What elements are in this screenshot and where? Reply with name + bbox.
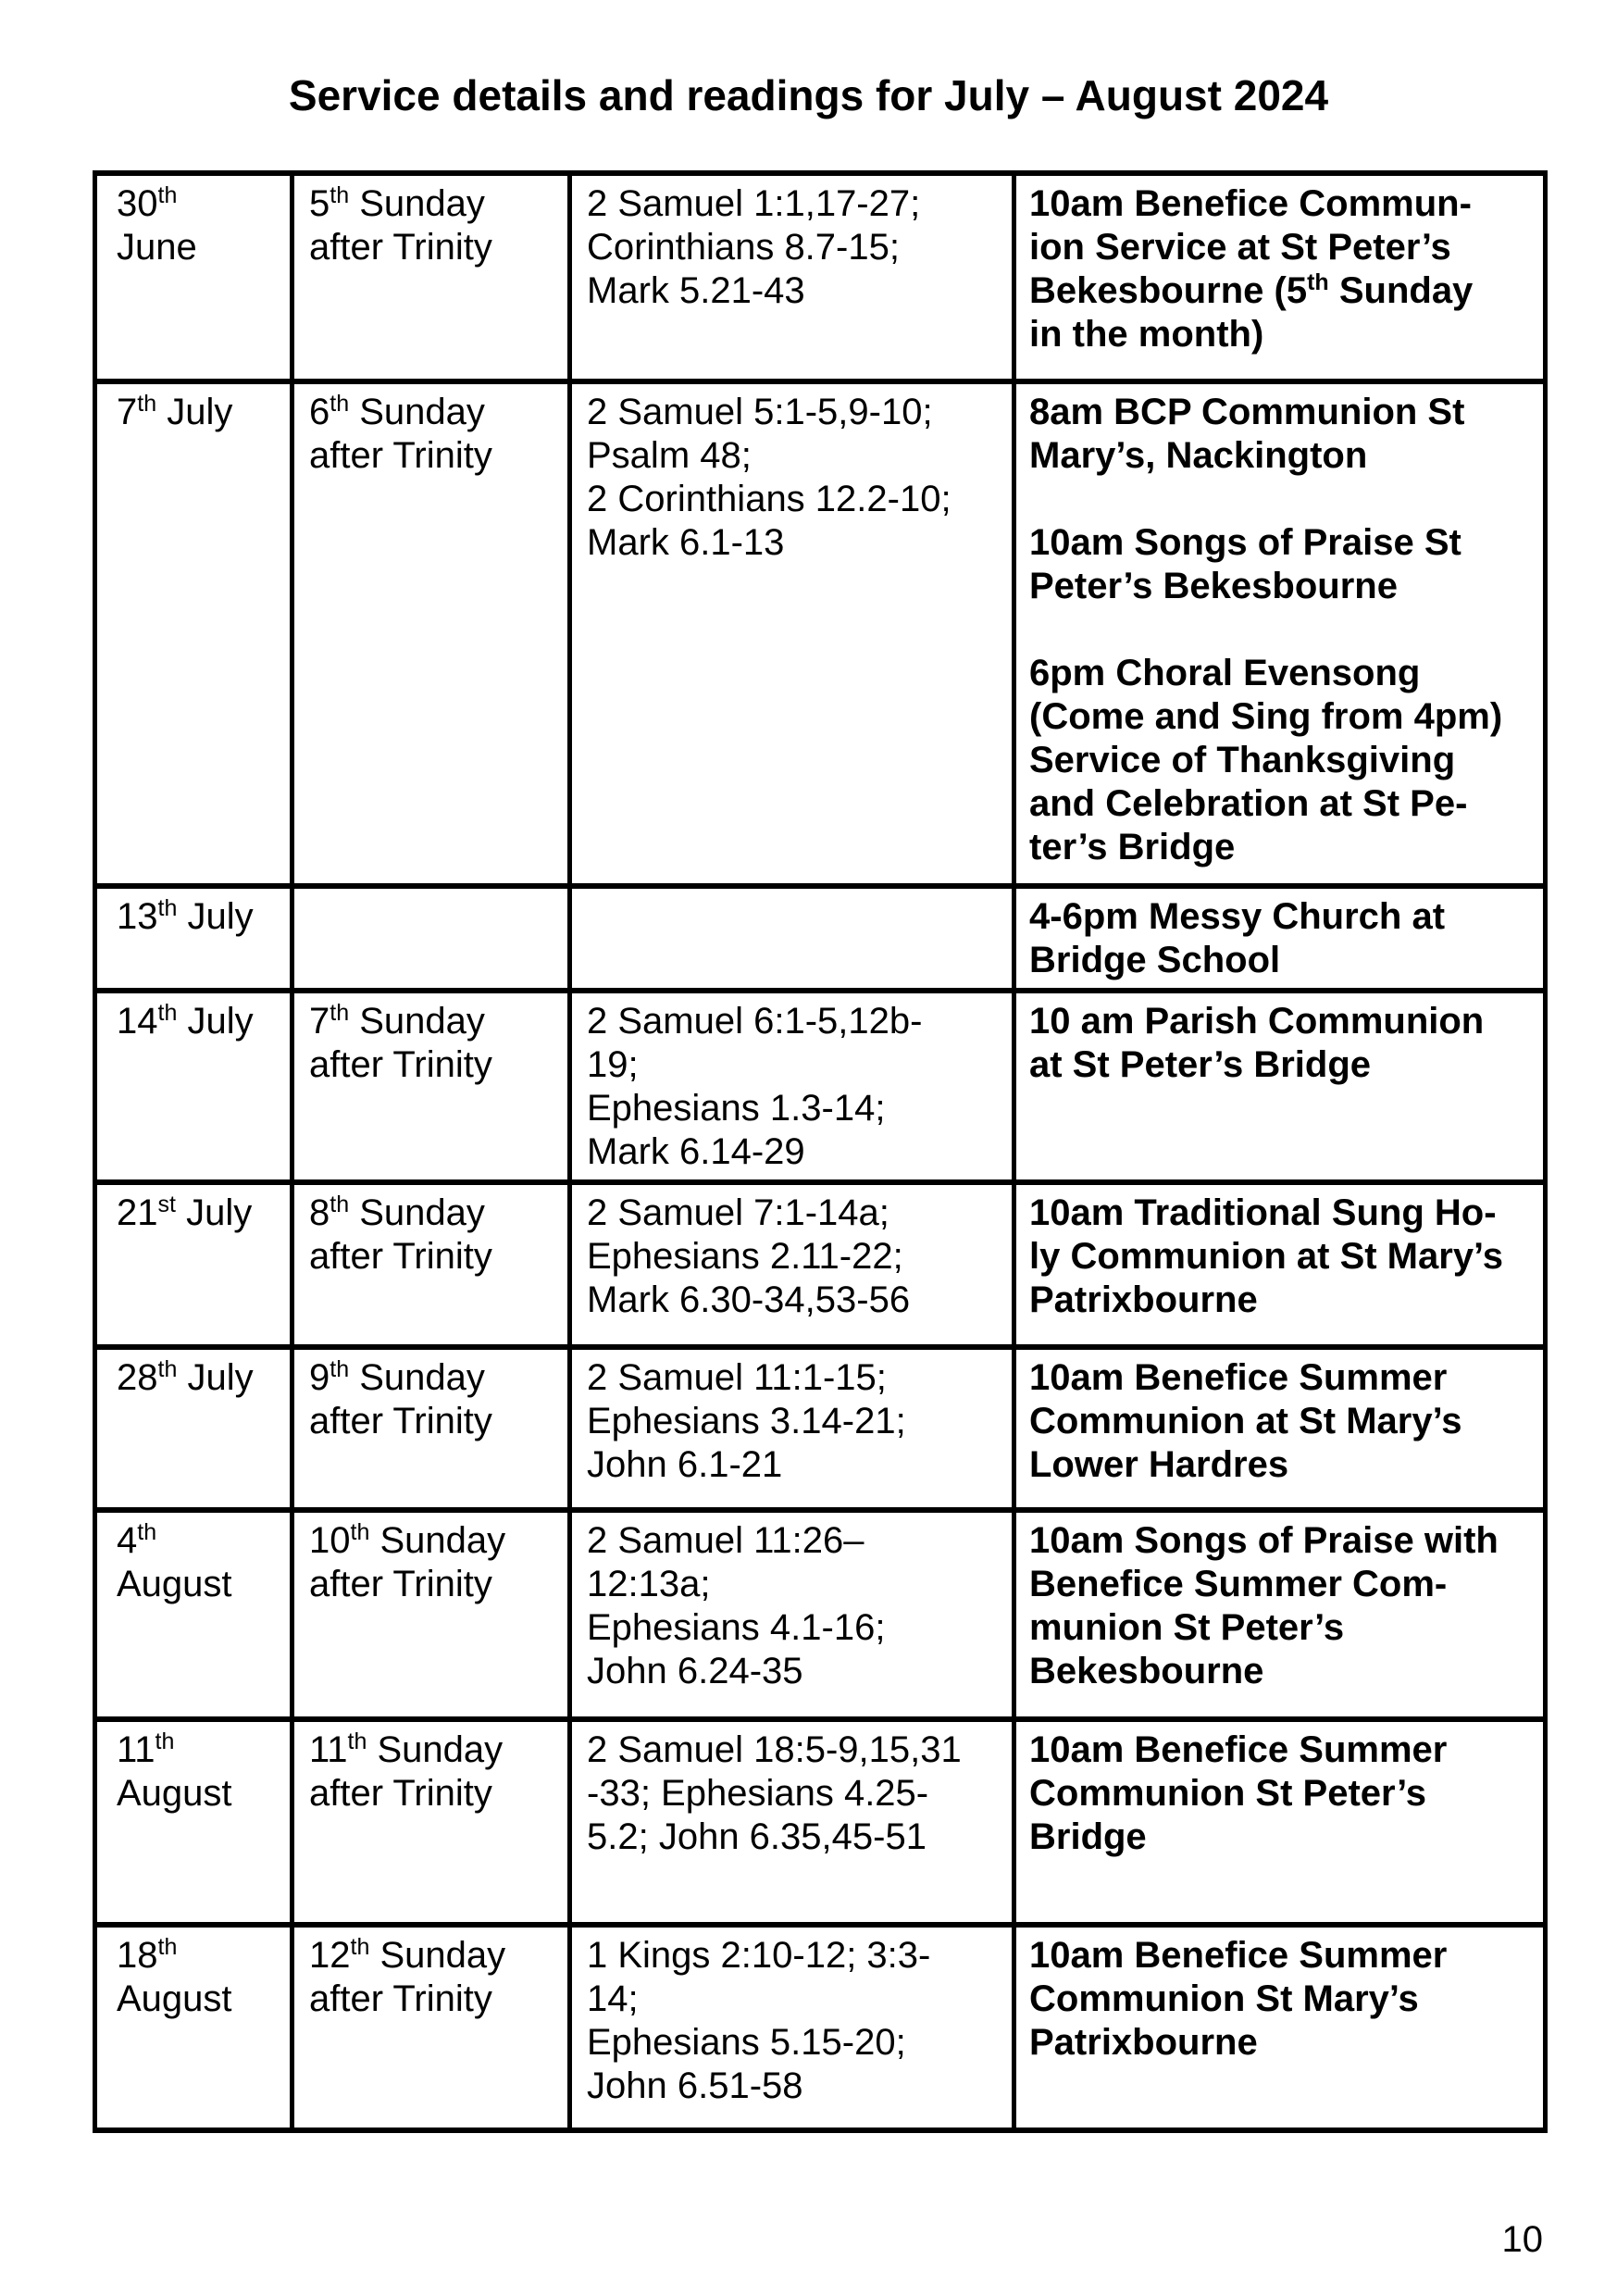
sunday-cell: 6th Sunday after Trinity	[292, 381, 570, 886]
service-table	[93, 170, 1548, 2133]
table-row	[95, 173, 1546, 381]
sunday-cell: 9th Sunday after Trinity	[292, 1347, 570, 1510]
table-row	[95, 1510, 1546, 1719]
service-cell: 10am Benefice Summer Communion St Peter’s Bridge	[1014, 1719, 1546, 1925]
date-cell: 13th July	[95, 886, 292, 991]
readings-cell: 2 Samuel 6:1-5,12b- 19; Ephesians 1.3-14; Mark 6.14-29	[570, 991, 1014, 1182]
table-row	[95, 1925, 1546, 2130]
date-cell: 14th July	[95, 991, 292, 1182]
sunday-cell: 5th Sunday after Trinity	[292, 173, 570, 381]
service-cell: 10 am Parish Communion at St Peter’s Bridge	[1014, 991, 1546, 1182]
readings-cell: 2 Samuel 5:1-5,9-10; Psalm 48; 2 Corinthians 12.2-10; Mark 6.1-13	[570, 381, 1014, 886]
sunday-cell	[292, 886, 570, 991]
service-cell: 10am Benefice Commun- ion Service at St Peter’s Bekesbourne (5th Sunday in the month)	[1014, 173, 1546, 381]
page-number: 10	[1501, 2219, 1543, 2260]
table-row	[95, 1182, 1546, 1347]
readings-cell: 1 Kings 2:10-12; 3:3- 14; Ephesians 5.15-20; John 6.51-58	[570, 1925, 1014, 2130]
table-row	[95, 381, 1546, 886]
table-row	[95, 991, 1546, 1182]
date-cell: 4th August	[95, 1510, 292, 1719]
date-cell: 11th August	[95, 1719, 292, 1925]
page-title: Service details and readings for July – August 2024	[288, 71, 1329, 119]
service-cell: 8am BCP Communion St Mary’s, Nackington 10am Songs of Praise St Peter’s Bekesbourne 6pm Choral Evensong (Come and Sing from 4pm) Service of Thanksgiving and Celebration at St Pe- ter’s Bridge	[1014, 381, 1546, 886]
table-row	[95, 1347, 1546, 1510]
sunday-cell: 7th Sunday after Trinity	[292, 991, 570, 1182]
date-cell: 21st July	[95, 1182, 292, 1347]
service-cell: 10am Traditional Sung Ho- ly Communion at St Mary’s Patrixbourne	[1014, 1182, 1546, 1347]
readings-cell: 2 Samuel 7:1-14a; Ephesians 2.11-22; Mark 6.30-34,53-56	[570, 1182, 1014, 1347]
table-row	[95, 1719, 1546, 1925]
readings-cell: 2 Samuel 11:1-15; Ephesians 3.14-21; John 6.1-21	[570, 1347, 1014, 1510]
readings-cell: 2 Samuel 11:26– 12:13a; Ephesians 4.1-16; John 6.24-35	[570, 1510, 1014, 1719]
date-cell: 30th June	[95, 173, 292, 381]
service-cell: 10am Benefice Summer Communion St Mary’s Patrixbourne	[1014, 1925, 1546, 2130]
readings-cell: 2 Samuel 18:5-9,15,31 -33; Ephesians 4.25- 5.2; John 6.35,45-51	[570, 1719, 1014, 1925]
sunday-cell: 11th Sunday after Trinity	[292, 1719, 570, 1925]
service-cell: 10am Benefice Summer Communion at St Mary’s Lower Hardres	[1014, 1347, 1546, 1510]
sunday-cell: 10th Sunday after Trinity	[292, 1510, 570, 1719]
date-cell: 18th August	[95, 1925, 292, 2130]
sunday-cell: 12th Sunday after Trinity	[292, 1925, 570, 2130]
sunday-cell: 8th Sunday after Trinity	[292, 1182, 570, 1347]
service-cell: 4-6pm Messy Church at Bridge School	[1014, 886, 1546, 991]
date-cell: 7th July	[95, 381, 292, 886]
readings-cell: 2 Samuel 1:1,17-27; Corinthians 8.7-15; Mark 5.21-43	[570, 173, 1014, 381]
date-cell: 28th July	[95, 1347, 292, 1510]
service-cell: 10am Songs of Praise with Benefice Summer Com- munion St Peter’s Bekesbourne	[1014, 1510, 1546, 1719]
readings-cell	[570, 886, 1014, 991]
table-row	[95, 886, 1546, 991]
